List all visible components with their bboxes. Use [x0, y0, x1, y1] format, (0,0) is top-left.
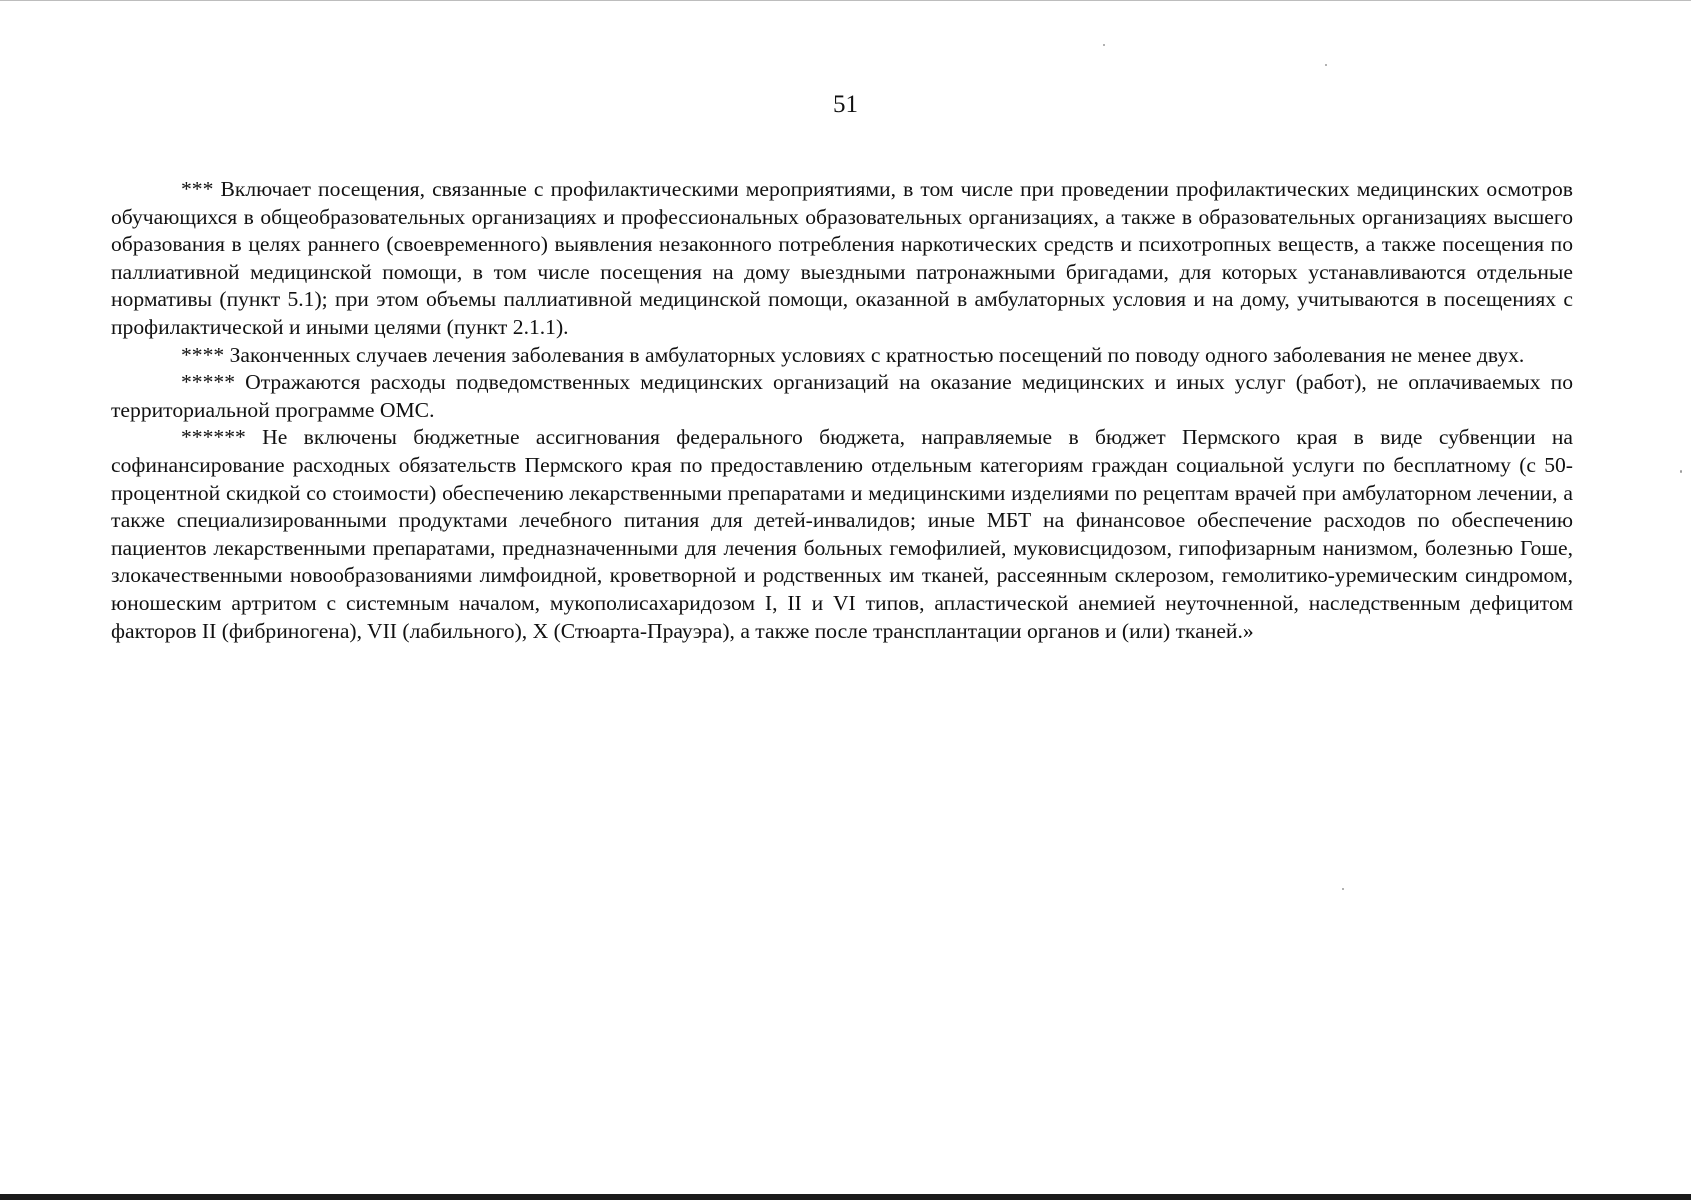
page-bottom-edge	[0, 1194, 1691, 1200]
footnote-marker: *****	[181, 370, 235, 395]
footnote-marker: ***	[181, 177, 214, 201]
footnote-text: Не включены бюджетные ассигнования федерального бюджета, направляемые в бюджет Пермского края в виде субвенции на софинансирование расходных обязательств Пермского края по предоставлению отдельным категориям граждан социальной услуги по бесплатному (с 50-процентной скидкой со стоимости) обеспечению лекарственными препаратами и медицинскими изделиями по рецептам врачей при амбулаторном лечении, а также специализированными продуктами лечебного питания для детей-инвалидов; иные МБТ на финансовое обеспечение расходов по обеспечению пациентов лекарственными препаратами, предназначенными для лечения больных гемофилией, муковисцидозом, гипофизарным нанизмом, болезнью Гоше, злокачественными новообразованиями лимфоидной, кроветворной и родственных им тканей, рассеянным склерозом, гемолитико-уремическим синдромом, юношеским артритом с системным началом, мукополисахаридозом I, II и VI типов, апластической анемией неуточненной, наследственным дефицитом факторов II (фибриногена), VII (лабильного), X (Стюарта-Прауэра), а также после трансплантации органов и (или) тканей.»	[111, 425, 1573, 643]
footnote-5-stars	[111, 369, 1573, 424]
footnote-4-stars	[111, 342, 1573, 370]
footnote-marker: ******	[181, 425, 246, 450]
footnotes-section	[111, 176, 1573, 645]
footnote-text: Отражаются расходы подведомственных медицинских организаций на оказание медицинских и иных услуг (работ), не оплачиваемых по территориальной программе ОМС.	[111, 370, 1574, 422]
footnote-text: Включает посещения, связанные с профилактическими мероприятиями, в том числе при проведении профилактических медицинских осмотров обучающихся в общеобразовательных организациях и профессиональных образовательных организациях, а также в образовательных организациях высшего образования в целях раннего (своевременного) выявления незаконного потребления наркотических средств и психотропных веществ, а также посещения по паллиативной медицинской помощи, в том числе посещения на дому выездными патронажными бригадами, для которых устанавливаются отдельные нормативы (пункт 5.1); при этом объемы паллиативной медицинской помощи, оказанной в амбулаторных условия и на дому, учитываются в посещениях с профилактической и иными целями (пункт 2.1.1).	[111, 177, 1573, 339]
footnote-3-stars	[111, 176, 1573, 342]
footnote-marker: ****	[181, 342, 225, 367]
scan-speck	[1325, 64, 1327, 66]
footnote-6-stars	[111, 424, 1573, 645]
footnote-text: Законченных случаев лечения заболевания в амбулаторных условиях с кратностью посещений по поводу одного заболевания не менее двух.	[229, 342, 1525, 367]
scan-speck	[1342, 888, 1344, 890]
scan-speck	[1680, 470, 1682, 473]
page-number: 51	[833, 91, 858, 118]
page-top-edge	[0, 0, 1691, 1]
scan-speck	[1103, 44, 1105, 46]
